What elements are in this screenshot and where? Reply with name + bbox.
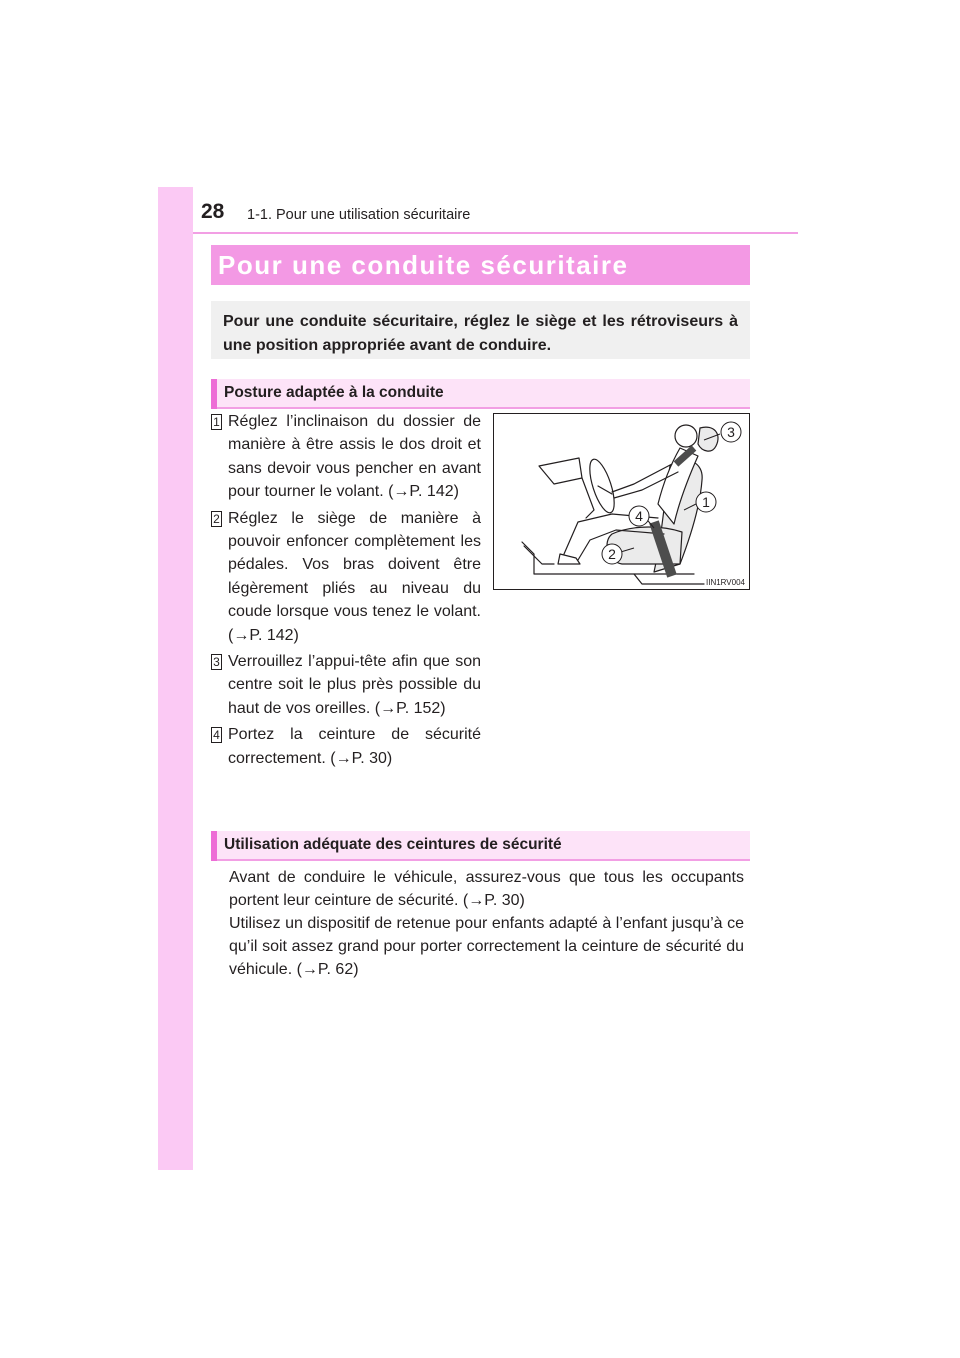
callout-label: 4 — [635, 508, 643, 524]
step-text: Portez la ceinture de sécurité correctement. (→P. 30) — [228, 726, 481, 767]
step-number: 3 — [211, 654, 222, 670]
intro-box: Pour une conduite sécuritaire, réglez le siège et les rétroviseurs à une position appropriée avant de conduire. — [211, 301, 750, 359]
section-heading-label: Utilisation adéquate des ceintures de sécurité — [224, 836, 562, 853]
driver-posture-illustration — [493, 413, 750, 590]
step-text: Réglez l’inclinaison du dossier de manière à être assis le dos droit et sans devoir vous pencher en avant pour tourner le volant. (→P. 142) — [228, 413, 481, 501]
side-tab-band — [158, 187, 193, 1170]
step-number: 4 — [211, 727, 222, 743]
section-accent — [211, 379, 217, 409]
callout-label: 3 — [727, 424, 735, 440]
step-text: Verrouillez l’appui-tête afin que son centre soit le plus près possible du haut de vos oreilles. (→P. 152) — [228, 653, 481, 717]
header-rule — [193, 232, 798, 234]
seatbelt-text — [229, 866, 744, 981]
section-heading-label: Posture adaptée à la conduite — [224, 384, 444, 401]
callout-label: 1 — [702, 494, 710, 510]
section-accent — [211, 831, 217, 861]
paragraph: Utilisez un dispositif de retenue pour enfants adapté à l’enfant jusqu’à ce qu’il soit assez grand pour porter correctement la ceinture de sécurité du véhicule. (→P. 62) — [229, 915, 744, 978]
title-bar — [211, 245, 750, 285]
callout-label: 2 — [608, 546, 616, 562]
page-title: Pour une conduite sécuritaire — [218, 250, 629, 280]
step-number: 1 — [211, 414, 222, 430]
step-text: Réglez le siège de manière à pouvoir enfoncer complètement les pédales. Vos bras doivent être légèrement pliés au niveau du coude lorsque vous tenez le volant. (→P. 142) — [228, 509, 481, 644]
list-item — [211, 507, 481, 647]
step-list — [211, 410, 481, 773]
seated-driver-drawing — [494, 414, 749, 589]
figure-code: IIN1RV004 — [706, 578, 745, 587]
breadcrumb: 1-1. Pour une utilisation sécuritaire — [247, 207, 471, 223]
section-heading-posture — [211, 379, 750, 409]
section-heading-seatbelts — [211, 831, 750, 861]
list-item — [211, 410, 481, 504]
paragraph: Avant de conduire le véhicule, assurez-vous que tous les occupants portent leur ceinture de sécurité. (→P. 30) — [229, 869, 744, 909]
step-number: 2 — [211, 511, 222, 527]
list-item — [211, 723, 481, 770]
list-item — [211, 650, 481, 720]
page-number: 28 — [201, 200, 225, 223]
